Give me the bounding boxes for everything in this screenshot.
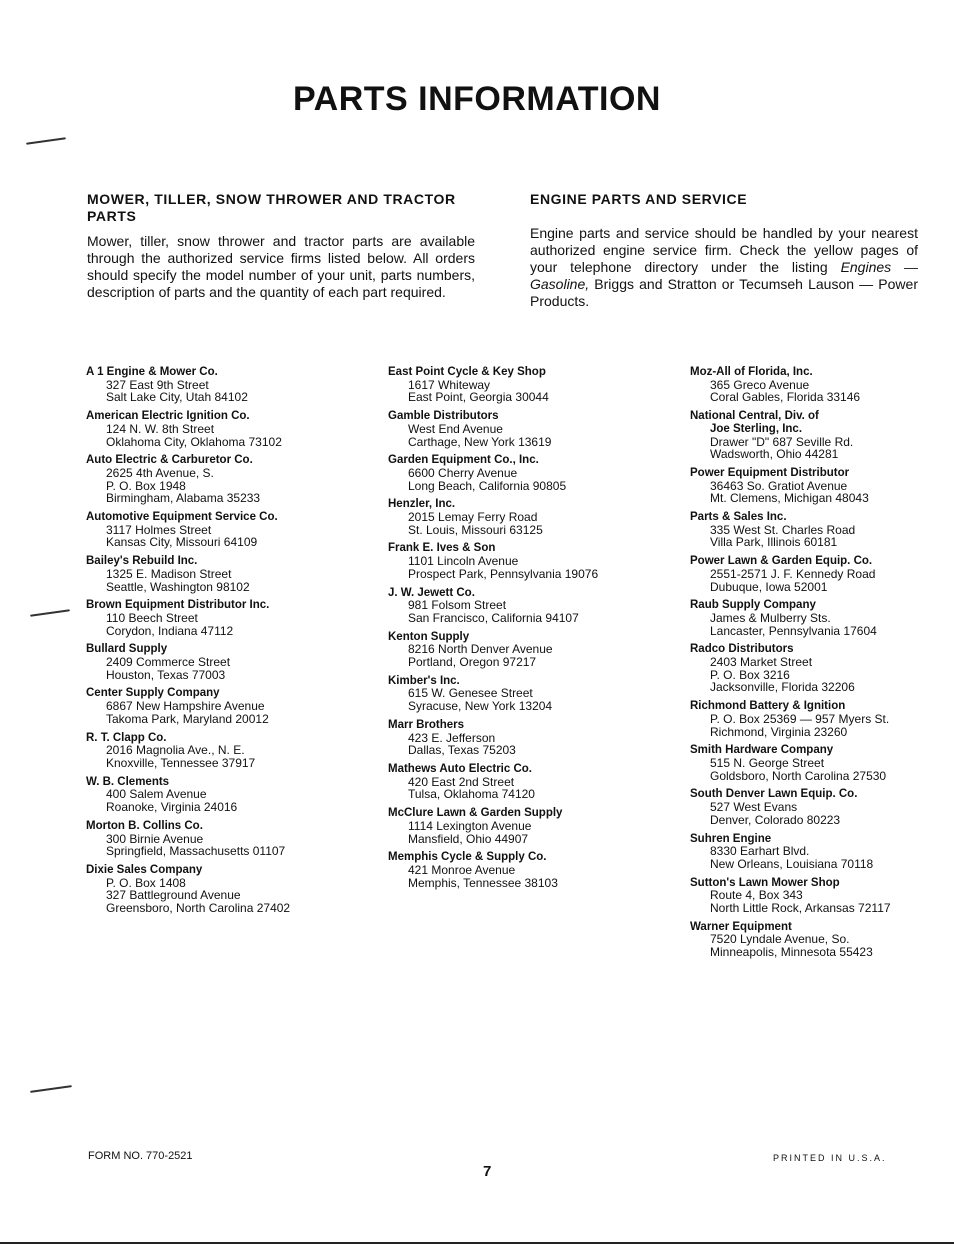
dealer-address-line: 420 East 2nd Street: [408, 774, 515, 789]
dealer-entry: [388, 587, 688, 625]
dealer-entry: [690, 511, 954, 549]
dealer-address-line: Tulsa, Oklahoma 74120: [408, 787, 535, 802]
dealer-address-line: Lancaster, Pennsylvania 17604: [710, 623, 877, 638]
dealer-address-line: Dubuque, Iowa 52001: [710, 579, 828, 594]
dealer-entry: [690, 921, 954, 959]
dealer-name: Mathews Auto Electric Co.: [388, 762, 532, 775]
dealer-name: Kimber's Inc.: [388, 674, 460, 687]
dealer-column-2: [388, 366, 688, 895]
dealer-address-line: 3117 Holmes Street: [106, 522, 212, 537]
dealer-address-line: Seattle, Washington 98102: [106, 579, 250, 594]
dealer-entry: [86, 454, 386, 505]
dealer-address-line: 527 West Evans: [710, 800, 798, 815]
dealer-name: Radco Distributors: [690, 643, 794, 656]
dealer-address-line: Salt Lake City, Utah 84102: [106, 390, 248, 405]
dealer-address-line: 2625 4th Avenue, S.: [106, 465, 214, 480]
dealer-entry: [690, 467, 954, 505]
form-number: FORM NO. 770-2521: [88, 1150, 193, 1162]
dealer-address-line: San Francisco, California 94107: [408, 610, 579, 625]
dealer-name: Memphis Cycle & Supply Co.: [388, 851, 547, 864]
dealer-address-line: 8330 Earhart Blvd.: [710, 844, 810, 859]
dealer-entry: [690, 700, 954, 738]
dealer-name: Center Supply Company: [86, 687, 220, 700]
dealer-name: South Denver Lawn Equip. Co.: [690, 788, 858, 801]
dealer-address-line: Birmingham, Alabama 35233: [106, 491, 261, 506]
dealer-address-line: 110 Beech Street: [106, 610, 198, 625]
dealer-address-line: North Little Rock, Arkansas 72117: [710, 901, 891, 916]
dealer-entry: [86, 732, 386, 770]
dealer-address-line: 124 N. W. 8th Street: [106, 421, 215, 436]
dealer-address-line: Takoma Park, Maryland 20012: [106, 711, 269, 726]
engine-body-text: Engine parts and service should be handled by your nearest authorized engine service firm. Check the yellow pages of your telephone directory under the listing: [530, 225, 918, 275]
dealer-name: Power Equipment Distributor: [690, 466, 850, 479]
dealer-name: Moz-All of Florida, Inc.: [690, 366, 813, 378]
dealer-address-line: Knoxville, Tennessee 37917: [106, 755, 256, 770]
dealer-address-line: Mt. Clemens, Michigan 48043: [710, 491, 869, 506]
dealer-name: Power Lawn & Garden Equip. Co.: [690, 555, 873, 568]
margin-mark: [26, 137, 66, 145]
dealer-entry: [690, 744, 954, 782]
dealer-entry: [690, 599, 954, 637]
dealer-address-line: Carthage, New York 13619: [408, 434, 552, 449]
dealer-address-line: 2551-2571 J. F. Kennedy Road: [710, 566, 876, 581]
dealer-address-line: Corydon, Indiana 47112: [106, 623, 234, 638]
dealer-address-line: P. O. Box 3216: [710, 667, 790, 682]
mower-parts-heading: MOWER, TILLER, SNOW THROWER AND TRACTOR PARTS: [87, 191, 456, 224]
dealer-address-line: Villa Park, Illinois 60181: [710, 535, 838, 550]
dealer-column-3: [690, 366, 954, 965]
dealer-entry: [690, 788, 954, 826]
engine-body-text: Briggs and Stratton or Tecumseh Lauson — Power Products.: [530, 276, 918, 309]
page-title: PARTS INFORMATION: [293, 80, 661, 118]
dealer-address-line: 335 West St. Charles Road: [710, 522, 856, 537]
dealer-entry: [388, 454, 688, 492]
dealer-address-line: Jacksonville, Florida 32206: [710, 680, 855, 695]
dealer-address-line: Oklahoma City, Oklahoma 73102: [106, 434, 282, 449]
dealer-entry: [388, 542, 688, 580]
dealer-address-line: 6867 New Hampshire Avenue: [106, 699, 265, 714]
dealer-address-line: 2409 Commerce Street: [106, 655, 231, 670]
mower-parts-body: Mower, tiller, snow thrower and tractor parts are available through the authorized service firms listed below. All orders should specify the model number of your unit, parts numbers, description of parts and the quantity of each part required.: [87, 233, 475, 300]
dealer-address-line: 400 Salem Avenue: [106, 787, 207, 802]
dealer-name: Warner Equipment: [690, 920, 792, 933]
engine-parts-heading: ENGINE PARTS AND SERVICE: [530, 191, 748, 207]
engine-parts-section: [530, 191, 918, 310]
dealer-address-line: St. Louis, Missouri 63125: [408, 522, 543, 537]
dealer-name: Brown Equipment Distributor Inc.: [86, 599, 270, 612]
dealer-address-line: Portland, Oregon 97217: [408, 655, 537, 670]
dealer-name: Richmond Battery & Ignition: [690, 700, 846, 713]
dealer-name: Henzler, Inc.: [388, 498, 456, 511]
dealer-entry: [388, 851, 688, 889]
dealer-address-line: 1114 Lexington Avenue: [408, 818, 532, 833]
dealer-name: Smith Hardware Company: [690, 744, 834, 757]
dealer-address-line: Mansfield, Ohio 44907: [408, 831, 529, 846]
dealer-address-line: Roanoke, Virginia 24016: [106, 800, 238, 815]
dealer-name: Bailey's Rebuild Inc.: [86, 555, 198, 568]
dealer-address-line: Minneapolis, Minnesota 55423: [710, 945, 873, 960]
dealer-entry: [388, 807, 688, 845]
dealer-name: R. T. Clapp Co.: [86, 731, 167, 744]
dealer-address-line: Route 4, Box 343: [710, 888, 803, 903]
dealer-address-line: 421 Monroe Avenue: [408, 862, 516, 877]
dealer-name: J. W. Jewett Co.: [388, 586, 475, 599]
dealer-name: Parts & Sales Inc.: [690, 511, 787, 524]
margin-mark: [30, 609, 70, 617]
dealer-name: Sutton's Lawn Mower Shop: [690, 876, 840, 889]
printed-in-usa: PRINTED IN U.S.A.: [773, 1153, 887, 1163]
margin-mark: [30, 1085, 72, 1093]
dealer-entry: [388, 366, 688, 404]
dealer-address-line: 365 Greco Avenue: [710, 377, 810, 392]
dealer-address-line: Long Beach, California 90805: [408, 478, 567, 493]
dealer-address-line: Kansas City, Missouri 64109: [106, 535, 258, 550]
dealer-entry: [690, 833, 954, 871]
dealer-name: American Electric Ignition Co.: [86, 410, 250, 423]
dealer-entry: [388, 675, 688, 713]
bottom-rule: [0, 1242, 954, 1244]
dealer-address-line: East Point, Georgia 30044: [408, 390, 549, 405]
dealer-entry: [690, 555, 954, 593]
dealer-address-line: James & Mulberry Sts.: [710, 610, 831, 625]
dealer-entry: [86, 864, 386, 915]
dealer-name: Garden Equipment Co., Inc.: [388, 454, 539, 467]
dealer-entry: [86, 599, 386, 637]
engine-body-italic: Engines — Gasoline,: [530, 259, 919, 292]
dealer-name: Kenton Supply: [388, 630, 470, 643]
dealer-address-line: Richmond, Virginia 23260: [710, 724, 848, 739]
dealer-entry: [388, 631, 688, 669]
dealer-name: W. B. Clements: [86, 775, 170, 788]
dealer-entry: [86, 820, 386, 858]
dealer-entry: [86, 410, 386, 448]
dealer-address-line: 615 W. Genesee Street: [408, 686, 533, 701]
dealer-address-line: 981 Folsom Street: [408, 598, 507, 613]
dealer-address-line: Memphis, Tennessee 38103: [408, 875, 558, 890]
dealer-name: Raub Supply Company: [690, 599, 816, 612]
dealer-entry: [86, 366, 386, 404]
dealer-address-line: Greensboro, North Carolina 27402: [106, 901, 291, 916]
dealer-entry: [86, 511, 386, 549]
dealer-entry: [690, 366, 954, 404]
dealer-address-line: Springfield, Massachusetts 01107: [106, 844, 286, 859]
dealer-address-line: 515 N. George Street: [710, 755, 825, 770]
dealer-address-line: Wadsworth, Ohio 44281: [710, 447, 839, 462]
dealer-name: Dixie Sales Company: [86, 863, 203, 876]
dealer-address-line: 300 Birnie Avenue: [106, 831, 204, 846]
dealer-address-line: 36463 So. Gratiot Avenue: [710, 478, 848, 493]
dealer-address-line: Syracuse, New York 13204: [408, 699, 553, 714]
dealer-name: Morton B. Collins Co.: [86, 819, 203, 832]
dealer-address-line: Houston, Texas 77003: [106, 667, 226, 682]
dealer-name: National Central, Div. of: [690, 410, 819, 423]
dealer-address-line: 327 East 9th Street: [106, 377, 209, 392]
dealer-address-line: New Orleans, Louisiana 70118: [710, 856, 874, 871]
dealer-address-line: 2016 Magnolia Ave., N. E.: [106, 743, 245, 758]
dealer-name: Marr Brothers: [388, 718, 465, 731]
dealer-name: Gamble Distributors: [388, 410, 499, 423]
dealer-address-line: 1325 E. Madison Street: [106, 566, 232, 581]
dealer-entry: [388, 719, 688, 757]
dealer-entry: [86, 687, 386, 725]
dealer-name: Suhren Engine: [690, 832, 772, 845]
dealer-address-line: 1101 Lincoln Avenue: [408, 554, 519, 569]
dealer-entry: [86, 776, 386, 814]
dealer-address-line: 6600 Cherry Avenue: [408, 465, 518, 480]
dealer-name: East Point Cycle & Key Shop: [388, 366, 546, 378]
dealer-address-line: 327 Battleground Avenue: [106, 888, 241, 903]
mower-parts-section: [87, 191, 475, 301]
dealer-name: Bullard Supply: [86, 643, 168, 656]
dealer-name-continued: Joe Sterling, Inc.: [710, 422, 803, 435]
dealer-name: Automotive Equipment Service Co.: [86, 511, 278, 524]
dealer-entry: [388, 763, 688, 801]
dealer-address-line: P. O. Box 1948: [106, 478, 186, 493]
dealer-address-line: 1617 Whiteway: [408, 377, 491, 392]
dealer-address-line: P. O. Box 1408: [106, 875, 186, 890]
dealer-entry: [86, 555, 386, 593]
dealer-entry: [86, 643, 386, 681]
dealer-name: McClure Lawn & Garden Supply: [388, 807, 563, 820]
dealer-address-line: 423 E. Jefferson: [408, 730, 496, 745]
dealer-entry: [388, 410, 688, 448]
engine-parts-body: [530, 225, 918, 310]
dealer-entry: [388, 498, 688, 536]
dealer-address-line: Drawer "D" 687 Seville Rd.: [710, 434, 854, 449]
dealer-name: Frank E. Ives & Son: [388, 542, 496, 555]
dealer-address-line: 7520 Lyndale Avenue, So.: [710, 932, 850, 947]
dealer-address-line: West End Avenue: [408, 421, 503, 436]
dealer-address-line: Denver, Colorado 80223: [710, 812, 841, 827]
page-number: 7: [483, 1163, 492, 1180]
dealer-entry: [690, 410, 954, 461]
dealer-name: Auto Electric & Carburetor Co.: [86, 454, 253, 467]
dealer-entry: [690, 877, 954, 915]
dealer-address-line: Coral Gables, Florida 33146: [710, 390, 861, 405]
dealer-address-line: Dallas, Texas 75203: [408, 743, 516, 758]
dealer-address-line: 2403 Market Street: [710, 655, 813, 670]
dealer-column-1: [86, 366, 386, 921]
dealer-address-line: Prospect Park, Pennsylvania 19076: [408, 566, 599, 581]
dealer-address-line: 8216 North Denver Avenue: [408, 642, 553, 657]
dealer-entry: [690, 643, 954, 694]
dealer-address-line: P. O. Box 25369 — 957 Myers St.: [710, 711, 890, 726]
dealer-address-line: 2015 Lemay Ferry Road: [408, 510, 538, 525]
dealer-name: A 1 Engine & Mower Co.: [86, 366, 218, 378]
dealer-address-line: Goldsboro, North Carolina 27530: [710, 768, 887, 783]
